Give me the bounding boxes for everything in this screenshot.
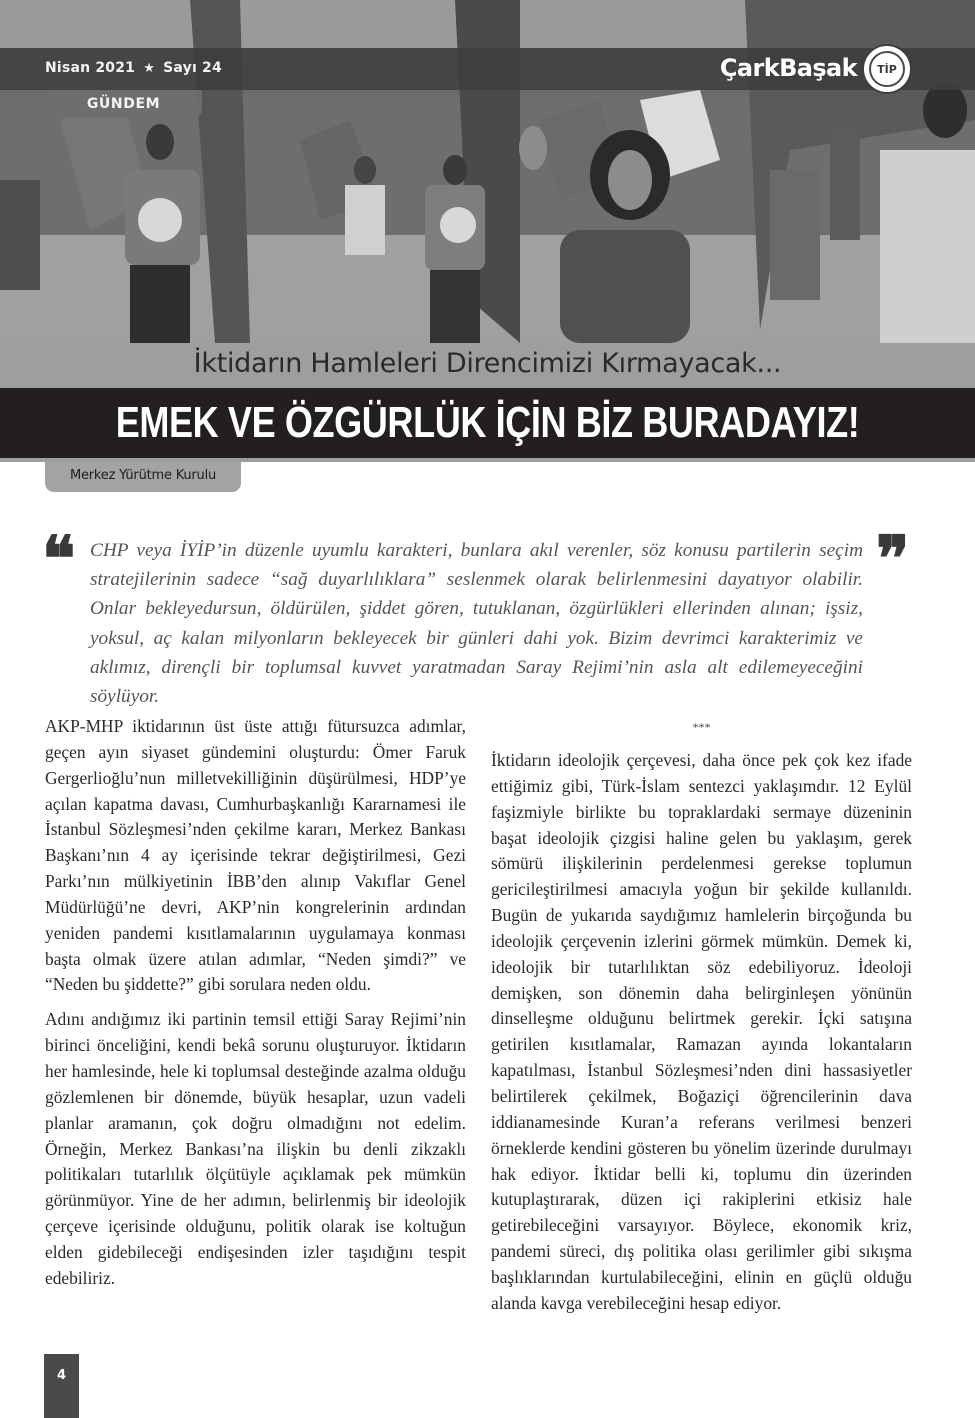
issue-number: Sayı 24 <box>163 60 222 76</box>
issue-date: Nisan 2021 <box>45 60 136 76</box>
close-quote-icon: ❞ <box>876 522 910 595</box>
star-icon: ★ <box>143 61 156 76</box>
open-quote-icon: ❝ <box>42 522 76 595</box>
tip-logo-icon <box>862 44 912 94</box>
paragraph: İktidarın ideolojik çerçevesi, daha önce pek çok kez ifade ettiğimiz gibi, Türk-İslam sentezci yaklaşımdır. 12 Eylül faşizmiyle birlikte bu topraklardaki sermaye düzeninin başat ideolojik çizgisi haline gelen bu yaklaşım, gerek sömürü ilişkilerinin perdelenmesi gerekse toplumun gericileştirilmesi amacıyla yoğun bir şekilde kullanıldı. Bugün de yukarıda saydığımız hamlelerin birçoğunda bu ideolojik çerçevenin izlerini görmek mümkün. Demek ki, ideolojik bir tutarlılıktan söz edebiliyoruz. İdeoloji demişken, son dönemin daha belirginleşen yönünün dinselleşme olduğunu belirtmek gerekir. İçki satışına getirilen kısıtlamalar, Ramazan ayında lokantaların kapatılması, İstanbul Sözleşmesi’nden dini hassasiyetler belirtilerek çekilmek, Boğaziçi öğrencilerinin dava iddianamesinde Kuran’a referans verilmesi benzeri örneklerde kendini gösteren bu yönelim üzerinde durulmayı hak ediyor. İktidar belli ki, toplumu din üzerinden kutuplaştırarak, düzen içi rakiplerini etkisiz hale getirebileceğini varsayıyor. Böylece, ekonomik kriz, pandemi süreci, dış politika olası gerilimler gibi sıkışma başlıklarından kurtulabileceğini, elinin en güçlü olduğu alanda kavga verebileceğini hesap ediyor. <box>491 750 912 1313</box>
issue-info <box>45 60 222 76</box>
headline-title: EMEK VE ÖZGÜRLÜK İÇİN BİZ BURADAYIZ! <box>115 398 860 447</box>
brand-wordmark <box>720 54 857 82</box>
author-byline: Merkez Yürütme Kurulu <box>45 462 241 492</box>
pull-quote: CHP veya İYİP’in düzenle uyumlu karakteri, bunlara akıl verenler, söz konusu partilerin seçim stratejilerinin sadece “sağ duyarlılıklara” seslenmek olarak belirlenmesini dayatıyor olabilir. Onlar bekleyedursun, öldürülen, şiddet gören, tutuklanan, özgürlükleri ellerinden alınan; işsiz, yoksul, aç kalan milyonların bekleyecek bir günleri dahi yok. Bizim devrimci karakterimiz ve aklımız, dirençli bir toplumsal kuvvet yaratmadan Saray Rejimi’nin asla alt edilemeyeceğini söylüyor. <box>90 540 863 708</box>
paragraph: AKP-MHP iktidarının üst üste attığı fütursuzca adımlar, geçen ayın siyaset gündemini oluşturdu: Ömer Faruk Gergerlioğlu’nun milletvekilliğinin düşürülmesi, HDP’ye açılan kapatma davası, Cumhurbaşkanlığı Kararnamesi ile İstanbul Sözleşmesi’nden çekilme kararı, Merkez Bankası Başkanı’nın 4 ay içerisinde tekrar değiştirilmesi, Gezi Parkı’nın mülkiyetinin İBB’den alınıp Vakıflar Genel Müdürlüğü’ne devri, AKP’nin kongrelerinin ardından yeniden pandemi kısıtlamalarının uygulamaya konması başta olmak üzere atılan adımlar, “Neden şimdi?” ve “Neden bu şiddette?” gibi sorulara neden oldu. <box>45 716 466 995</box>
section-label: GÜNDEM <box>45 90 202 118</box>
page-number: 4 <box>44 1354 79 1418</box>
brand-light: Başak <box>779 54 857 82</box>
kicker-title: İktidarın Hamleleri Direncimizi Kırmayacak... <box>193 348 782 379</box>
brand-bold: Çark <box>719 54 780 82</box>
logo-text: TİP <box>869 51 905 87</box>
section-separator: *** <box>692 720 711 734</box>
paragraph: Adını andığımız iki partinin temsil ettiği Saray Rejimi’nin birinci önceliğini, kendi bekâ sorunu oluşturuyor. İktidarın her hamlesinde, hele ki toplumsal desteğinde azalma olduğu gözlemlenen bir dönemde, büyük hesaplar, uzun vadeli planlar aramanın, çok doğru olmadığını not edelim. Örneğin, Merkez Bankası’na ilişkin bu denli zikzaklı politikaları tutarlılık ölçütüyle açıklamak pek mümkün görünmüyor. Yine de her adımın, belirlenmiş bir ideolojik çerçeve içerisinde olduğunu, politik olarak ise koltuğun elden gidebileceği endişesinden izler taşıdığını tespit edebiliriz. <box>45 1009 466 1288</box>
article-column-right <box>491 714 912 1326</box>
article-column-left <box>45 714 466 1301</box>
